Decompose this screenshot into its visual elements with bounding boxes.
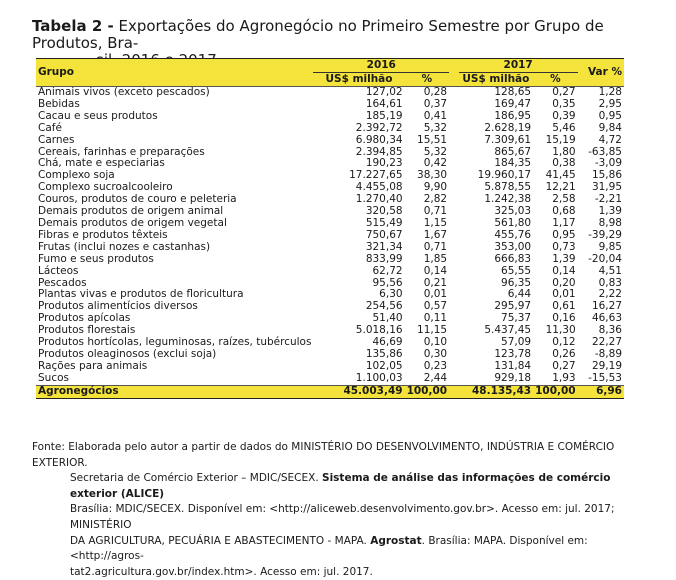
cell-grupo: Couros, produtos de couro e peleteria	[38, 193, 237, 206]
cell-var: 46,63	[591, 312, 622, 325]
cell-p2016: 0,14	[423, 264, 448, 277]
cell-v2016: 51,40	[372, 312, 403, 325]
cell-v2016: 95,56	[372, 276, 403, 289]
cell-v2017: 5.878,55	[484, 181, 532, 194]
cell-p2017: 0,12	[552, 336, 576, 349]
cell-p2017: 12,21	[545, 181, 576, 194]
cell-grupo: Complexo soja	[38, 169, 115, 182]
cell-grupo: Demais produtos de origem vegetal	[38, 216, 227, 229]
cell-p2016: 1,15	[423, 216, 448, 229]
cell-p2016: 5,32	[423, 121, 448, 134]
cell-var: 29,19	[591, 359, 622, 372]
cell-p2017: 1,80	[552, 145, 576, 158]
source-line-4-text: DA AGRICULTURA, PECUÁRIA E ABASTECIMENTO - MAPA.	[70, 534, 371, 547]
cell-var: 8,36	[598, 324, 622, 337]
cell-v2017: 865,67	[494, 145, 532, 158]
cell-p2016: 1,67	[423, 228, 448, 241]
cell-p2017: 0,16	[552, 312, 576, 325]
cell-p2017: 0,61	[552, 300, 576, 313]
cell-v2017: 1.242,38	[484, 193, 532, 206]
header-var: Var %	[578, 59, 624, 87]
cell-p2016: 0,57	[423, 300, 448, 313]
cell-v2016: 164,61	[365, 97, 403, 110]
cell-v2017: 6,44	[507, 288, 532, 301]
cell-grupo: Café	[38, 121, 62, 134]
cell-p2016: 9,90	[423, 181, 448, 194]
cell-var: 8,98	[598, 216, 622, 229]
cell-p2016: 0,37	[423, 97, 448, 110]
source-agrostat-title: Agrostat	[370, 534, 422, 547]
source-line-1: Fonte: Elaborada pelo autor a partir de dados do MINISTÉRIO DO DESENVOLVIMENTO, INDÚSTRIA E COMÉRCIO EXTERIOR.	[32, 441, 615, 469]
cell-v2017: 65,55	[501, 264, 532, 277]
cell-v2017: 131,84	[494, 359, 532, 372]
cell-p2016: 0,01	[423, 288, 448, 301]
cell-var: 15,86	[591, 169, 622, 182]
cell-v2017: 561,80	[494, 216, 532, 229]
cell-p2016: 0,41	[423, 109, 448, 122]
cell-grupo: Complexo sucroalcooleiro	[38, 181, 173, 194]
cell-v2016: 190,23	[365, 157, 403, 170]
cell-grupo: Frutas (inclui nozes e castanhas)	[38, 240, 211, 253]
table-row	[36, 87, 624, 99]
cell-v2016: 750,67	[365, 228, 403, 241]
cell-grupo: Plantas vivas e produtos de floricultura	[38, 288, 244, 301]
cell-p2017: 41,45	[545, 169, 576, 182]
cell-grupo: Cereais, farinhas e preparações	[38, 145, 205, 158]
cell-grupo: Produtos apícolas	[38, 312, 131, 325]
source-alice-title: Sistema de análise das informações de comércio exterior (ALICE)	[70, 472, 611, 500]
cell-v2016: 254,56	[365, 300, 403, 313]
cell-grupo: Agronegócios	[36, 385, 313, 398]
cell-v2016: 321,34	[365, 240, 403, 253]
cell-grupo: Chá, mate e especiarias	[38, 157, 165, 170]
table-title-text: Exportações do Agronegócio no Primeiro Semestre por Grupo de Produtos, Bra-	[32, 17, 604, 52]
cell-p2017: 0,27	[552, 359, 576, 372]
table-body	[36, 87, 624, 399]
cell-v2017: 184,35	[494, 157, 532, 170]
header-year-2016: 2016	[313, 59, 449, 73]
cell-p2016: 0,11	[423, 312, 448, 325]
cell-var: 31,95	[591, 181, 622, 194]
cell-p2017: 1,39	[552, 252, 576, 265]
cell-v2017: 123,78	[494, 347, 532, 360]
cell-p2016: 11,15	[417, 324, 448, 337]
cell-var: 0,95	[598, 109, 622, 122]
cell-p2016: 0,30	[423, 347, 448, 360]
cell-v2017: 186,95	[494, 109, 532, 122]
cell-v2017: 2.628,19	[484, 121, 532, 134]
cell-p2016: 100,00	[406, 384, 448, 397]
cell-p2016: 0,28	[405, 87, 450, 99]
cell-v2016: 46,69	[372, 336, 403, 349]
cell-var: 4,72	[598, 133, 622, 146]
source-line-4-end: . Brasília: MAPA. Disponível em: <http://agros-	[70, 534, 588, 563]
cell-p2017: 11,30	[545, 324, 576, 337]
cell-p2017: 1,93	[552, 371, 576, 384]
cell-v2016: 127,02	[313, 87, 404, 99]
cell-p2016: 15,51	[417, 133, 448, 146]
cell-p2016: 2,82	[423, 193, 448, 206]
cell-v2017: 128,65	[459, 87, 533, 99]
table-row	[36, 266, 624, 278]
cell-v2016: 6,30	[379, 288, 403, 301]
cell-v2017: 353,00	[494, 240, 532, 253]
cell-p2016: 5,32	[423, 145, 448, 158]
cell-v2017: 666,83	[494, 252, 532, 265]
cell-v2017: 7.309,61	[484, 133, 532, 146]
cell-grupo: Rações para animais	[38, 359, 148, 372]
source-line-5: tat2.agricultura.gov.br/index.htm>. Acesso em: jul. 2017.	[70, 565, 373, 578]
cell-p2017: 0,73	[552, 240, 576, 253]
cell-v2016: 2.394,85	[355, 145, 403, 158]
cell-v2016: 2.392,72	[355, 121, 403, 134]
cell-p2017: 0,38	[552, 157, 576, 170]
table-row	[36, 123, 624, 135]
cell-v2016: 135,86	[365, 347, 403, 360]
cell-p2017: 2,58	[552, 193, 576, 206]
cell-v2017: 57,09	[501, 336, 532, 349]
header-grupo: Grupo	[36, 59, 313, 87]
cell-grupo: Cacau e seus produtos	[38, 109, 158, 122]
cell-p2017: 0,20	[552, 276, 576, 289]
cell-v2016: 45.003,49	[313, 385, 404, 398]
cell-var: -39,29	[588, 228, 622, 241]
cell-p2016: 0,71	[423, 205, 448, 218]
source-line-2	[32, 471, 632, 502]
cell-grupo: Produtos hortícolas, leguminosas, raízes, tubérculos	[38, 336, 312, 349]
cell-v2016: 320,58	[365, 205, 403, 218]
table-total-row	[36, 385, 624, 398]
table-row	[36, 242, 624, 254]
header-pct-2016: %	[405, 73, 450, 87]
cell-v2016: 185,19	[365, 109, 403, 122]
cell-grupo: Fumo e seus produtos	[38, 252, 154, 265]
cell-p2017: 0,27	[533, 87, 578, 99]
cell-p2017: 0,26	[552, 347, 576, 360]
cell-var: 0,83	[598, 276, 622, 289]
exports-table	[36, 58, 624, 399]
table-row	[36, 373, 624, 385]
cell-p2017: 100,00	[535, 384, 576, 397]
cell-var: 4,51	[598, 264, 622, 277]
header-usd-2016: US$ milhão	[313, 73, 404, 87]
table-row	[36, 158, 624, 170]
source-line-4	[32, 534, 632, 565]
table-row	[36, 361, 624, 373]
cell-p2016: 0,71	[423, 240, 448, 253]
table-title-label: Tabela 2 -	[32, 17, 114, 35]
cell-p2017: 15,19	[545, 133, 576, 146]
cell-v2017: 169,47	[494, 97, 532, 110]
cell-p2017: 0,01	[552, 288, 576, 301]
cell-p2017: 1,17	[552, 216, 576, 229]
cell-grupo: Carnes	[38, 133, 75, 146]
table-row	[36, 230, 624, 242]
cell-v2016: 1.100,03	[355, 371, 403, 384]
table-row	[36, 111, 624, 123]
cell-grupo: Fibras e produtos têxteis	[38, 228, 168, 241]
table-row	[36, 254, 624, 266]
cell-grupo: Produtos oleaginosos (exclui soja)	[38, 347, 217, 360]
cell-var: 2,22	[598, 288, 622, 301]
cell-v2016: 102,05	[365, 359, 403, 372]
cell-v2017: 929,18	[494, 371, 532, 384]
cell-grupo: Animais vivos (exceto pescados)	[36, 87, 313, 99]
cell-grupo: Produtos alimentícios diversos	[38, 300, 198, 313]
source-line-2-text: Secretaria de Comércio Exterior – MDIC/SECEX.	[70, 472, 323, 485]
cell-var: 2,95	[598, 97, 622, 110]
source-note	[32, 440, 632, 580]
cell-v2016: 515,49	[365, 216, 403, 229]
cell-v2017: 75,37	[501, 312, 532, 325]
cell-var: -20,04	[588, 252, 622, 265]
cell-v2017: 325,03	[494, 205, 532, 218]
cell-var: -2,21	[594, 193, 622, 206]
cell-grupo: Demais produtos de origem animal	[38, 205, 224, 218]
cell-var: -8,89	[594, 347, 622, 360]
cell-p2017: 0,39	[552, 109, 576, 122]
header-pct-2017: %	[533, 73, 578, 87]
cell-var: 9,85	[598, 240, 622, 253]
header-usd-2017: US$ milhão	[459, 73, 533, 87]
cell-v2017: 48.135,43	[459, 385, 533, 398]
cell-v2016: 17.227,65	[349, 169, 403, 182]
cell-var: 6,96	[578, 385, 624, 398]
cell-v2016: 4.455,08	[355, 181, 403, 194]
cell-grupo: Bebidas	[38, 97, 80, 110]
table-title-text-cont: sil, 2016 e 2017	[96, 51, 217, 69]
cell-p2016: 0,21	[423, 276, 448, 289]
cell-var: -63,85	[588, 145, 622, 158]
cell-p2016: 0,10	[423, 336, 448, 349]
cell-v2017: 5.437,45	[484, 324, 532, 337]
header-year-2017: 2017	[459, 59, 578, 73]
cell-var: 1,39	[598, 205, 622, 218]
cell-grupo: Pescados	[38, 276, 87, 289]
cell-v2017: 295,97	[494, 300, 532, 313]
cell-p2016: 38,30	[417, 169, 448, 182]
cell-var: 22,27	[591, 336, 622, 349]
cell-v2017: 455,76	[494, 228, 532, 241]
cell-var: 1,28	[578, 87, 624, 99]
cell-v2016: 1.270,40	[355, 193, 403, 206]
cell-grupo: Sucos	[38, 371, 69, 384]
cell-p2016: 1,85	[423, 252, 448, 265]
cell-p2017: 5,46	[552, 121, 576, 134]
cell-grupo: Produtos florestais	[38, 324, 136, 337]
cell-var: 9,84	[598, 121, 622, 134]
cell-var: -15,53	[588, 371, 622, 384]
cell-v2016: 62,72	[372, 264, 403, 277]
cell-p2016: 2,44	[423, 371, 448, 384]
cell-p2016: 0,42	[423, 157, 448, 170]
cell-v2017: 19.960,17	[477, 169, 532, 182]
cell-v2016: 6.980,34	[355, 133, 403, 146]
cell-p2017: 0,14	[552, 264, 576, 277]
cell-p2017: 0,95	[552, 228, 576, 241]
cell-var: 16,27	[591, 300, 622, 313]
cell-v2017: 96,35	[501, 276, 532, 289]
cell-p2016: 0,23	[423, 359, 448, 372]
cell-v2016: 5.018,16	[355, 324, 403, 337]
source-line-3: Brasília: MDIC/SECEX. Disponível em: <http://aliceweb.desenvolvimento.gov.br>. Acesso em: jul. 2017; MINISTÉRIO	[70, 503, 615, 531]
cell-grupo: Lácteos	[38, 264, 79, 277]
table-row	[36, 135, 624, 147]
cell-p2017: 0,68	[552, 205, 576, 218]
cell-p2017: 0,35	[552, 97, 576, 110]
cell-v2016: 833,99	[365, 252, 403, 265]
cell-var: -3,09	[594, 157, 622, 170]
